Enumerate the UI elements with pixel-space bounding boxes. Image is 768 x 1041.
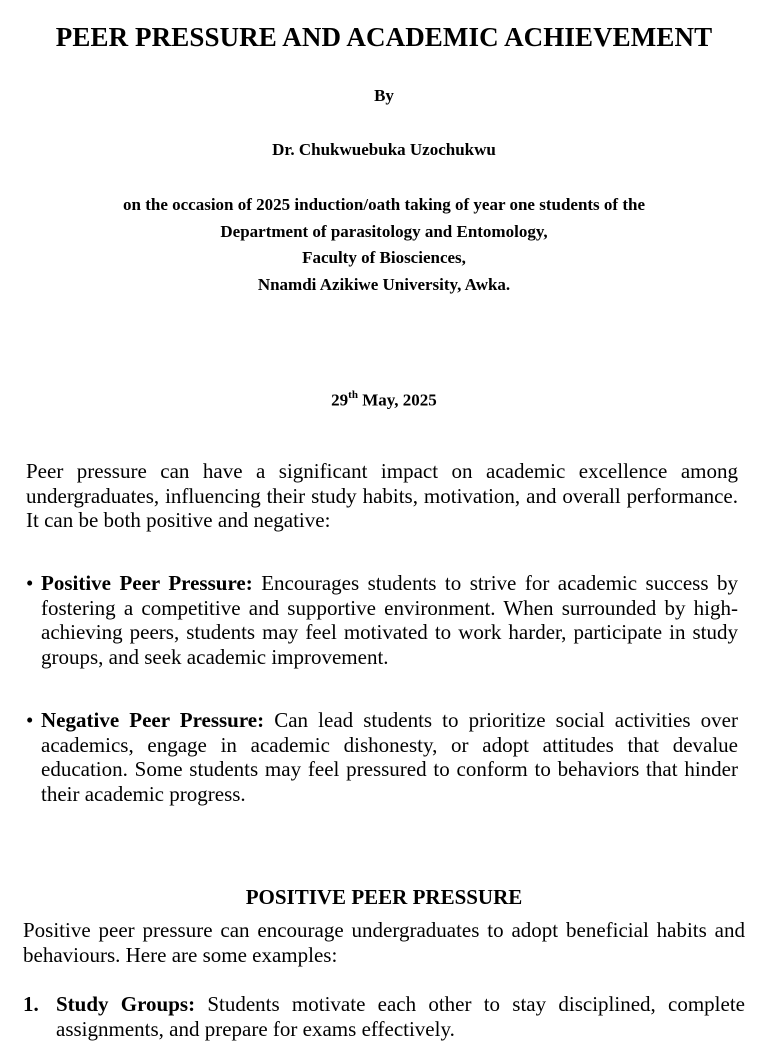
section-heading: POSITIVE PEER PRESSURE (245, 885, 523, 909)
occasion-line: on the occasion of 2025 induction/oath taking of year one students of the (123, 195, 645, 214)
bullet-item-negative (26, 708, 738, 806)
date-month-year: May, 2025 (357, 390, 437, 410)
numbered-marker: 1. (23, 992, 39, 1016)
bullet-text (41, 571, 738, 669)
numbered-body: Students motivate each other to stay disciplined, complete assignments, and prepare for exams effectively. (56, 992, 745, 1041)
occasion-line: Faculty of Biosciences, (302, 248, 466, 267)
section-intro-paragraph: Positive peer pressure can encourage undergraduates to adopt beneficial habits and behaviours. Here are some examples: (23, 918, 745, 967)
bullet-marker: • (26, 571, 34, 595)
occasion-line: Department of parasitology and Entomology, (220, 221, 548, 241)
bullet-body: Encourages students to strive for academic success by fostering a competitive and supportive environment. When surrounded by high-achieving peers, students may feel motivated to work harder, participate in study groups, and seek academic improvement. (41, 571, 738, 669)
document-title: PEER PRESSURE AND ACADEMIC ACHIEVEMENT (55, 22, 713, 52)
bullet-body: Can lead students to prioritize social activities over academics, engage in academic dishonesty, or adopt attitudes that devalue education. Some students may feel pressured to conform to behaviors that hinder their academic progress. (41, 708, 738, 806)
bullet-text (41, 708, 738, 806)
byline-label: By (374, 86, 394, 105)
numbered-text (56, 992, 745, 1041)
numbered-item-study-groups (23, 992, 745, 1041)
bullet-item-positive (26, 571, 738, 669)
bullet-lead: Positive Peer Pressure: (41, 571, 253, 595)
author-name: Dr. Chukwuebuka Uzochukwu (272, 140, 496, 159)
occasion-line: Nnamdi Azikiwe University, Awka. (257, 274, 511, 294)
bullet-marker: • (26, 708, 34, 732)
occasion-block (0, 192, 768, 298)
bullet-lead: Negative Peer Pressure: (41, 708, 265, 732)
intro-paragraph: Peer pressure can have a significant impact on academic excellence among undergraduates, influencing their study habits, motivation, and overall performance. It can be both positive and negative: (26, 459, 738, 532)
document-date (0, 390, 768, 411)
date-ordinal-suffix: th (348, 389, 358, 401)
numbered-lead: Study Groups: (56, 992, 196, 1016)
date-day: 29 (331, 390, 349, 410)
